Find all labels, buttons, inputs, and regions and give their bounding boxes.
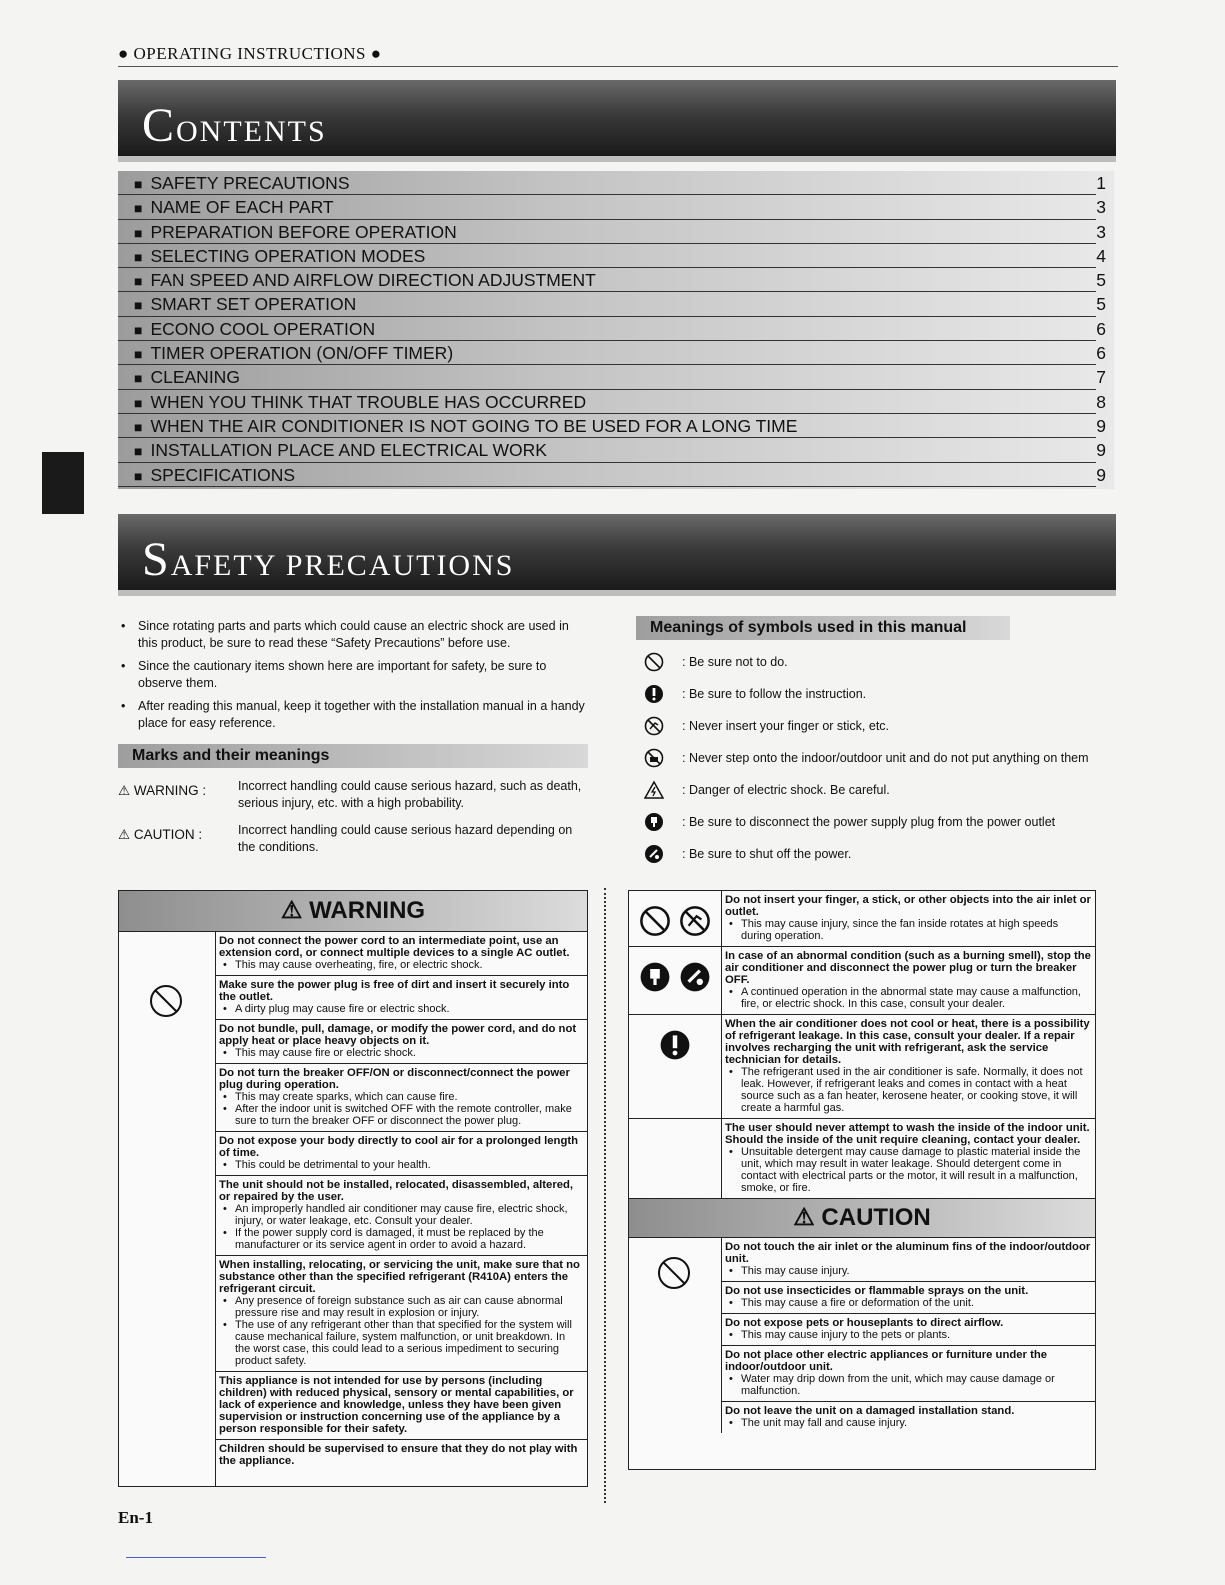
no-finger-icon — [679, 905, 711, 937]
item-title: The unit should not be installed, relocated, disassembled, altered, or repaired by the user. — [219, 1179, 574, 1203]
item-title: Do not use insecticides or flammable sprays on the unit. — [725, 1285, 1029, 1297]
safety-item — [216, 1256, 587, 1372]
bottom-rule — [126, 1557, 266, 1558]
item-title: Do not touch the air inlet or the aluminum fins of the indoor/outdoor unit. — [725, 1241, 1091, 1265]
toc-row — [118, 220, 1106, 244]
intro-bullets — [118, 618, 588, 738]
toc-label: ■ WHEN YOU THINK THAT TROUBLE HAS OCCURRED — [134, 390, 586, 416]
toc-page: 4 — [1096, 245, 1106, 266]
safety-item — [216, 1020, 587, 1064]
toc-label: ■ SMART SET OPERATION — [134, 292, 356, 318]
safety-item — [722, 1282, 1095, 1314]
prohibition-icon — [149, 984, 183, 1018]
toc-label: ■ SAFETY PRECAUTIONS — [134, 171, 350, 197]
symbol-row — [636, 682, 1096, 714]
item-note: • Unsuitable detergent may cause damage to plastic material inside the unit, which may result in water leakage. Should detergent come in contact with electrical parts or the motor, it will result in a malfunction, smoke, or fire. — [725, 1146, 1091, 1194]
safety-item — [216, 1440, 587, 1471]
item-note: • An improperly handled air conditioner may cause fire, electric shock, injury, or water leakage, etc. Consult your dealer. — [219, 1203, 583, 1227]
toc-row — [118, 365, 1106, 389]
unplug-icon — [644, 812, 664, 832]
toc-row — [118, 195, 1106, 219]
power-off-icon — [679, 961, 711, 993]
header-rule — [118, 66, 1118, 67]
symbol-meaning: : Be sure to disconnect the power supply plug from the power outlet — [682, 815, 1056, 829]
symbol-meaning: : Be sure not to do. — [682, 655, 788, 669]
safety-item — [216, 1132, 587, 1176]
toc-label: ■ FAN SPEED AND AIRFLOW DIRECTION ADJUSTMENT — [134, 268, 596, 294]
warning-header: ⚠ WARNING — [119, 891, 587, 932]
item-title: Do not bundle, pull, damage, or modify the power cord, and do not apply heat or place heavy objects on it. — [219, 1023, 577, 1047]
column-separator — [604, 888, 606, 1503]
toc-label: ■ TIMER OPERATION (ON/OFF TIMER) — [134, 341, 453, 367]
toc-row — [118, 414, 1106, 438]
item-title: Do not turn the breaker OFF/ON or disconnect/connect the power plug during operation. — [219, 1067, 570, 1091]
toc-page: 5 — [1096, 270, 1106, 291]
symbol-row — [636, 650, 1096, 682]
contents-banner — [118, 80, 1116, 162]
symbol-meaning: : Never step onto the indoor/outdoor unit and do not put anything on them — [682, 751, 1089, 765]
item-title: The user should never attempt to wash the inside of the indoor unit. Should the inside of the unit require cleaning, contact your dealer. — [725, 1122, 1090, 1146]
symbol-row — [636, 746, 1096, 778]
safety-item — [722, 1402, 1095, 1433]
toc-label: ■ PREPARATION BEFORE OPERATION — [134, 220, 457, 246]
running-header: ● OPERATING INSTRUCTIONS ● — [118, 44, 382, 63]
item-title: When the air conditioner does not cool or heat, there is a possibility of refrigerant leakage. In this case, consult your dealer. If a repair involves recharging the unit with refrigerant, ask the service technician for details. — [725, 1018, 1090, 1066]
safety-title: SAFETY PRECAUTIONS — [142, 533, 515, 586]
caution-meaning: Incorrect handling could cause serious hazard depending on the conditions. — [238, 823, 573, 854]
toc-page: 3 — [1096, 221, 1106, 242]
safety-item — [216, 1372, 587, 1440]
unplug-icon — [639, 961, 671, 993]
prohibition-icon — [639, 905, 671, 937]
item-title: Do not leave the unit on a damaged installation stand. — [725, 1405, 1015, 1417]
item-title: Make sure the power plug is free of dirt and insert it securely into the outlet. — [219, 979, 570, 1003]
toc-page: 3 — [1096, 197, 1106, 218]
caution-header: ⚠ CAUTION — [629, 1199, 1095, 1238]
toc-row — [118, 292, 1106, 316]
item-note: • The unit may fall and cause injury. — [725, 1417, 1091, 1429]
mandatory-icon — [644, 684, 664, 704]
prohibition-icon — [644, 652, 664, 672]
item-note: • This could be detrimental to your health. — [219, 1159, 583, 1171]
mandatory-icon — [659, 1029, 691, 1061]
symbols-section — [636, 616, 1096, 874]
item-title: Do not insert your finger, a stick, or other objects into the air inlet or outlet. — [725, 894, 1091, 918]
safety-item — [216, 1176, 587, 1256]
item-title: Do not place other electric appliances or furniture under the indoor/outdoor unit. — [725, 1349, 1048, 1373]
item-title: This appliance is not intended for use by persons (including children) with reduced physical, sensory or mental capabilities, or lack of experience and knowledge, unless they have been given supervision or instruction concerning use of the appliance by a person responsible for their safety. — [219, 1375, 574, 1435]
item-note: • This may cause injury, since the fan inside rotates at high speeds during operation. — [725, 918, 1091, 942]
toc-page: 9 — [1096, 440, 1106, 461]
contents-title: CONTENTS — [142, 99, 327, 152]
toc-row — [118, 171, 1106, 195]
toc-row — [118, 463, 1106, 487]
item-note: • This may cause injury. — [725, 1265, 1091, 1277]
item-note: • This may cause fire or electric shock. — [219, 1047, 583, 1059]
symbol-row — [636, 842, 1096, 874]
warning-meaning: Incorrect handling could cause serious hazard, such as death, serious injury, etc. with a high probability. — [238, 779, 582, 810]
right-warning-row — [629, 1119, 1095, 1199]
safety-item — [216, 1064, 587, 1132]
toc-row — [118, 268, 1106, 292]
warning-triangle-icon: ⚠ — [118, 783, 131, 798]
item-note: • Any presence of foreign substance such as air can cause abnormal pressure rise and may result in explosion or injury. — [219, 1295, 583, 1319]
safety-item — [722, 1314, 1095, 1346]
toc-page: 1 — [1096, 173, 1106, 193]
item-title: In case of an abnormal condition (such as a burning smell), stop the air conditioner and disconnect the power plug or turn the breaker OFF. — [725, 950, 1091, 986]
item-title: Do not connect the power cord to an intermediate point, use an extension cord, or connect multiple devices to a single AC outlet. — [219, 935, 570, 959]
toc-row — [118, 244, 1106, 268]
safety-item — [216, 932, 587, 976]
toc-label: ■ NAME OF EACH PART — [134, 195, 334, 221]
toc-label: ■ ECONO COOL OPERATION — [134, 317, 375, 343]
safety-item — [722, 1346, 1095, 1402]
toc-row — [118, 317, 1106, 341]
caution-triangle-icon: ⚠ — [118, 827, 131, 842]
power-off-icon — [644, 844, 664, 864]
safety-item — [216, 976, 587, 1020]
caution-key: CAUTION : — [133, 827, 203, 842]
symbol-row — [636, 778, 1096, 810]
safety-item — [722, 947, 1095, 1014]
toc-label: ■ SPECIFICATIONS — [134, 463, 295, 489]
symbol-meaning: : Never insert your finger or stick, etc. — [682, 719, 890, 733]
safety-banner — [118, 514, 1116, 596]
prohibition-icon — [657, 1256, 691, 1290]
item-note: • The refrigerant used in the air conditioner is safe. Normally, it does not leak. However, if refrigerant leaks and comes in contact with a heat source such as a fan heater, kerosene heater, or cooking stove, it will create a harmful gas. — [725, 1066, 1091, 1114]
safety-item — [722, 1119, 1095, 1198]
safety-item — [722, 1238, 1095, 1282]
caution-mark-row — [118, 822, 588, 856]
toc-page: 7 — [1096, 367, 1106, 388]
item-note: • Water may drip down from the unit, which may cause damage or malfunction. — [725, 1373, 1091, 1397]
right-warning-row — [629, 947, 1095, 1015]
toc-page: 8 — [1096, 391, 1106, 412]
right-warning-row — [629, 891, 1095, 947]
warning-box — [118, 890, 588, 1487]
toc-row — [118, 341, 1106, 365]
warning-header-icon: ⚠ — [280, 897, 303, 924]
item-note: • A continued operation in the abnormal state may cause a malfunction, fire, or electric shock. In this case, consult your dealer. — [725, 986, 1091, 1010]
item-note: • This may create sparks, which can cause fire. — [219, 1091, 583, 1103]
item-note: • If the power supply cord is damaged, it must be replaced by the manufacturer or its service agent in order to avoid a hazard. — [219, 1227, 583, 1251]
side-tab — [42, 452, 84, 514]
intro-bullet: • Since the cautionary items shown here are important for safety, be sure to observe them. — [118, 658, 588, 692]
table-of-contents — [118, 171, 1114, 489]
no-finger-icon — [644, 716, 664, 736]
safety-item — [722, 1015, 1095, 1118]
page-number: En-1 — [118, 1508, 153, 1527]
intro-bullet: • After reading this manual, keep it together with the installation manual in a handy place for easy reference. — [118, 698, 588, 732]
symbols-title: Meanings of symbols used in this manual — [636, 616, 1010, 640]
symbol-meaning: : Danger of electric shock. Be careful. — [682, 783, 890, 797]
item-note: • This may cause injury to the pets or plants. — [725, 1329, 1091, 1341]
symbol-row — [636, 714, 1096, 746]
item-note: • This may cause overheating, fire, or electric shock. — [219, 959, 583, 971]
safety-item — [722, 891, 1095, 946]
toc-row — [118, 390, 1106, 414]
warning-mark-row — [118, 778, 588, 812]
toc-page: 9 — [1096, 464, 1106, 485]
item-title: Do not expose pets or houseplants to direct airflow. — [725, 1317, 1004, 1329]
item-note: • A dirty plug may cause fire or electric shock. — [219, 1003, 583, 1015]
right-warning-row — [629, 1015, 1095, 1119]
symbol-meaning: : Be sure to follow the instruction. — [682, 687, 867, 701]
toc-page: 6 — [1096, 343, 1106, 364]
symbol-meaning: : Be sure to shut off the power. — [682, 847, 852, 861]
right-warning-box — [628, 890, 1096, 1470]
electric-shock-icon — [644, 780, 664, 800]
symbol-row — [636, 810, 1096, 842]
item-title: When installing, relocating, or servicing the unit, make sure that no substance other than the specified refrigerant (R410A) enters the refrigerant circuit. — [219, 1259, 580, 1295]
warning-key: WARNING : — [133, 783, 207, 798]
caution-header-icon: ⚠ — [793, 1204, 815, 1231]
marks-section — [118, 744, 588, 856]
item-note: • After the indoor unit is switched OFF with the remote controller, make sure to turn the breaker OFF or disconnect the power plug. — [219, 1103, 583, 1127]
item-title: Do not expose your body directly to cool air for a prolonged length of time. — [219, 1135, 579, 1159]
toc-page: 5 — [1096, 294, 1106, 315]
toc-label: ■ CLEANING — [134, 365, 240, 391]
no-step-icon — [644, 748, 664, 768]
toc-label: ■ INSTALLATION PLACE AND ELECTRICAL WORK — [134, 438, 547, 464]
item-note: • The use of any refrigerant other than that specified for the system will cause mechanical failure, system malfunction, or unit breakdown. In the worst case, this could lead to a serious impediment to securing product safety. — [219, 1319, 583, 1367]
marks-title: Marks and their meanings — [118, 744, 588, 768]
toc-page: 9 — [1096, 415, 1106, 436]
intro-bullet: • Since rotating parts and parts which could cause an electric shock are used in this product, be sure to read these “Safety Precautions” before use. — [118, 618, 588, 652]
toc-label: ■ SELECTING OPERATION MODES — [134, 244, 425, 270]
toc-label: ■ WHEN THE AIR CONDITIONER IS NOT GOING TO BE USED FOR A LONG TIME — [134, 414, 797, 440]
toc-page: 6 — [1096, 318, 1106, 339]
toc-row — [118, 438, 1106, 462]
item-title: Children should be supervised to ensure that they do not play with the appliance. — [219, 1443, 578, 1467]
item-note: • This may cause a fire or deformation of the unit. — [725, 1297, 1091, 1309]
